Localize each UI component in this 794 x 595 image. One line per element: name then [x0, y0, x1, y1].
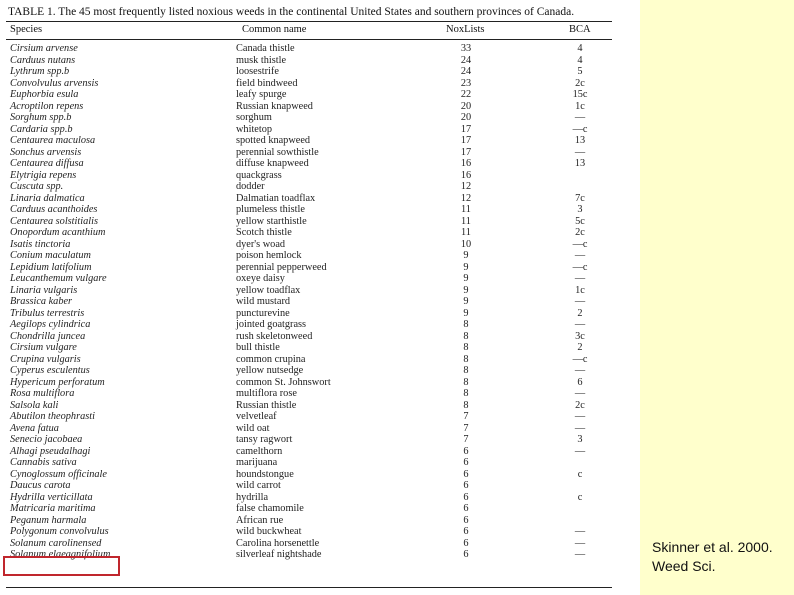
- table-row: [6, 227, 612, 239]
- species-cell: Daucus carota: [10, 480, 71, 491]
- noxlists-cell: 12: [460, 192, 472, 204]
- common-name-cell: dodder: [236, 181, 265, 192]
- table-row: [6, 158, 612, 170]
- noxlists-cell: 17: [460, 146, 472, 158]
- table-row: [6, 354, 612, 366]
- bca-cell: 2c: [575, 77, 585, 89]
- noxlists-cell: 9: [463, 284, 469, 296]
- noxlists-cell: 9: [463, 250, 469, 261]
- species-cell: Conium maculatum: [10, 250, 91, 261]
- common-name-cell: sorghum: [236, 112, 272, 123]
- common-name-cell: perennial pepperweed: [236, 261, 327, 273]
- noxlists-cell: 17: [460, 123, 472, 135]
- common-name-cell: silverleaf nightshade: [236, 549, 322, 560]
- common-name-cell: common crupina: [236, 353, 306, 365]
- table-header: [6, 24, 612, 38]
- noxlists-cell: 6: [463, 457, 469, 468]
- bca-cell: —c: [572, 123, 588, 135]
- bca-cell: 4: [577, 43, 583, 54]
- table-row: [6, 250, 612, 262]
- table-row: [6, 262, 612, 274]
- noxlists-cell: 6: [463, 468, 469, 480]
- species-cell: Sorghum spp.b: [10, 112, 72, 123]
- noxlists-cell: 16: [460, 169, 472, 181]
- common-name-cell: yellow starthistle: [236, 215, 307, 227]
- table-row: [6, 411, 612, 423]
- common-name-cell: marijuana: [236, 457, 278, 468]
- bca-cell: —: [574, 112, 586, 123]
- species-cell: Crupina vulgaris: [10, 353, 81, 365]
- species-cell: Centaurea diffusa: [10, 158, 84, 169]
- noxlists-cell: 9: [463, 261, 469, 273]
- bca-cell: —: [574, 319, 586, 330]
- noxlists-cell: 6: [463, 480, 469, 491]
- noxlists-cell: 6: [463, 537, 469, 549]
- noxlists-cell: 6: [463, 526, 469, 537]
- species-cell: Peganum harmala: [10, 514, 87, 526]
- species-cell: Elytrigia repens: [10, 169, 77, 181]
- table-row: [6, 538, 612, 550]
- bca-cell: 1c: [575, 284, 585, 296]
- species-cell: Rosa multiflora: [10, 388, 75, 399]
- bca-cell: 13: [574, 158, 586, 169]
- common-name-cell: Russian thistle: [236, 399, 297, 411]
- common-name-cell: wild carrot: [236, 480, 281, 491]
- common-name-cell: puncturevine: [236, 307, 290, 319]
- species-cell: Leucanthemum vulgare: [10, 273, 107, 284]
- noxlists-cell: 12: [460, 181, 472, 192]
- noxlists-cell: 17: [460, 135, 472, 146]
- table-row: [6, 365, 612, 377]
- common-name-cell: Dalmatian toadflax: [236, 192, 316, 204]
- table-row: [6, 296, 612, 308]
- bca-cell: —: [574, 296, 586, 307]
- species-cell: Salsola kali: [10, 399, 59, 411]
- noxlists-cell: 7: [463, 411, 469, 422]
- table-body: [6, 43, 612, 561]
- noxlists-cell: 11: [461, 204, 471, 215]
- bca-cell: 13: [574, 135, 586, 146]
- bottom-rule: [6, 587, 612, 588]
- bca-cell: —: [574, 445, 586, 457]
- common-name-cell: leafy spurge: [236, 89, 287, 100]
- bca-cell: c: [577, 491, 583, 503]
- species-cell: Matricaria maritima: [10, 503, 96, 514]
- bca-cell: 2c: [575, 227, 585, 238]
- bca-cell: —: [574, 146, 586, 158]
- noxlists-cell: 8: [463, 376, 469, 388]
- bca-cell: —: [574, 250, 586, 261]
- species-cell: Isatis tinctoria: [10, 238, 71, 250]
- table-row: [6, 457, 612, 469]
- bca-cell: 6: [577, 376, 583, 388]
- species-cell: Avena fatua: [10, 422, 59, 434]
- common-name-cell: jointed goatgrass: [236, 319, 307, 330]
- noxlists-cell: 6: [463, 514, 469, 526]
- bca-cell: 2: [577, 342, 583, 353]
- species-cell: Lythrum spp.b: [10, 66, 70, 77]
- common-name-cell: loosestrife: [236, 66, 279, 77]
- species-cell: Solanum elaeagnifolium: [10, 549, 111, 560]
- noxlists-cell: 33: [460, 43, 472, 54]
- bca-cell: 2: [577, 307, 583, 319]
- noxlists-cell: 8: [463, 365, 469, 376]
- species-cell: Sonchus arvensis: [10, 146, 82, 158]
- bca-cell: —c: [572, 238, 588, 250]
- noxlists-cell: 7: [463, 434, 469, 445]
- common-name-cell: false chamomile: [236, 503, 304, 514]
- noxlists-cell: 8: [463, 399, 469, 411]
- table-row: [6, 308, 612, 320]
- bca-cell: —c: [572, 353, 588, 365]
- species-cell: Cardaria spp.b: [10, 123, 73, 135]
- citation-line-1: Skinner et al. 2000.: [652, 539, 773, 555]
- noxlists-cell: 20: [460, 100, 472, 112]
- bca-cell: 4: [577, 54, 583, 66]
- species-cell: Centaurea maculosa: [10, 135, 96, 146]
- noxlists-cell: 24: [460, 66, 472, 77]
- bca-cell: —c: [572, 261, 588, 273]
- common-name-cell: Canada thistle: [236, 43, 295, 54]
- table-row: [6, 55, 612, 67]
- common-name-cell: perennial sowthistle: [236, 146, 319, 158]
- header-common-name: Common name: [242, 24, 307, 35]
- bca-cell: —: [574, 549, 586, 560]
- bca-cell: 7c: [575, 192, 585, 204]
- table-caption: TABLE 1. The 45 most frequently listed noxious weeds in the continental United States and southern provinces of Canada.: [8, 6, 575, 18]
- bca-cell: 15c: [572, 89, 588, 100]
- noxlists-cell: 6: [463, 549, 469, 560]
- species-cell: Hydrilla verticillata: [10, 491, 93, 503]
- noxlists-cell: 9: [463, 273, 469, 284]
- noxlists-cell: 6: [463, 503, 469, 514]
- common-name-cell: spotted knapweed: [236, 135, 311, 146]
- common-name-cell: Scotch thistle: [236, 227, 292, 238]
- table-row: [6, 388, 612, 400]
- common-name-cell: common St. Johnswort: [236, 376, 331, 388]
- common-name-cell: camelthorn: [236, 445, 283, 457]
- table-row: [6, 216, 612, 228]
- top-rule: [6, 21, 612, 22]
- noxlists-cell: 20: [460, 112, 472, 123]
- bca-cell: 2c: [575, 399, 585, 411]
- highlight-box: [3, 556, 120, 576]
- common-name-cell: field bindweed: [236, 77, 298, 89]
- table-row: [6, 193, 612, 205]
- common-name-cell: velvetleaf: [236, 411, 277, 422]
- common-name-cell: houndstongue: [236, 468, 294, 480]
- species-cell: Convolvulus arvensis: [10, 77, 99, 89]
- species-cell: Onopordum acanthium: [10, 227, 106, 238]
- citation-line-2: Weed Sci.: [652, 558, 716, 574]
- table-row: [6, 446, 612, 458]
- noxlists-cell: 11: [461, 227, 471, 238]
- species-cell: Cirsium arvense: [10, 43, 78, 54]
- table-row: [6, 135, 612, 147]
- table-row: [6, 503, 612, 515]
- noxlists-cell: 16: [460, 158, 472, 169]
- bca-cell: —: [574, 411, 586, 422]
- bca-cell: —: [574, 526, 586, 537]
- species-cell: Cuscuta spp.: [10, 181, 64, 192]
- header-bca: BCA: [569, 24, 591, 35]
- common-name-cell: whitetop: [236, 123, 273, 135]
- bca-cell: 5c: [575, 215, 585, 227]
- noxlists-cell: 22: [460, 89, 472, 100]
- noxlists-cell: 6: [463, 445, 469, 457]
- common-name-cell: wild mustard: [236, 296, 291, 307]
- species-cell: Senecio jacobaea: [10, 434, 83, 445]
- table-row: [6, 515, 612, 527]
- noxlists-cell: 9: [463, 307, 469, 319]
- species-cell: Polygonum convolvulus: [10, 526, 109, 537]
- noxlists-cell: 8: [463, 353, 469, 365]
- common-name-cell: poison hemlock: [236, 250, 302, 261]
- table-row: [6, 526, 612, 538]
- common-name-cell: musk thistle: [236, 54, 287, 66]
- species-cell: Linaria dalmatica: [10, 192, 85, 204]
- bca-cell: c: [577, 468, 583, 480]
- species-cell: Solanum carolinensed: [10, 537, 102, 549]
- table-row: [6, 43, 612, 55]
- bca-cell: —: [574, 273, 586, 284]
- table-row: [6, 285, 612, 297]
- table-row: [6, 331, 612, 343]
- species-cell: Carduus acanthoides: [10, 204, 98, 215]
- noxlists-cell: 10: [460, 238, 472, 250]
- table-row: [6, 89, 612, 101]
- table-row: [6, 66, 612, 78]
- species-cell: Cynoglossum officinale: [10, 468, 107, 480]
- table-row: [6, 170, 612, 182]
- common-name-cell: plumeless thistle: [236, 204, 305, 215]
- species-cell: Cyperus esculentus: [10, 365, 90, 376]
- table-row: [6, 400, 612, 412]
- common-name-cell: hydrilla: [236, 491, 269, 503]
- table-row: [6, 492, 612, 504]
- species-cell: Cannabis sativa: [10, 457, 77, 468]
- table-row: [6, 181, 612, 193]
- species-cell: Cirsium vulgare: [10, 342, 77, 353]
- species-cell: Abutilon theophrasti: [10, 411, 95, 422]
- citation: [652, 538, 773, 576]
- noxlists-cell: 11: [461, 215, 471, 227]
- species-cell: Alhagi pseudalhagi: [10, 445, 91, 457]
- header-noxlists: NoxLists: [446, 24, 485, 35]
- table-row: [6, 434, 612, 446]
- common-name-cell: yellow nutsedge: [236, 365, 304, 376]
- species-cell: Lepidium latifolium: [10, 261, 92, 273]
- noxlists-cell: 23: [460, 77, 472, 89]
- species-cell: Acroptilon repens: [10, 100, 84, 112]
- common-name-cell: Russian knapweed: [236, 100, 313, 112]
- common-name-cell: multiflora rose: [236, 388, 297, 399]
- common-name-cell: wild oat: [236, 422, 270, 434]
- species-cell: Brassica kaber: [10, 296, 73, 307]
- header-rule: [6, 39, 612, 40]
- common-name-cell: wild buckwheat: [236, 526, 302, 537]
- noxlists-cell: 6: [463, 491, 469, 503]
- bca-cell: 1c: [575, 100, 585, 112]
- noxlists-cell: 7: [463, 422, 469, 434]
- common-name-cell: diffuse knapweed: [236, 158, 309, 169]
- common-name-cell: Carolina horsenettle: [236, 537, 320, 549]
- table-row: [6, 377, 612, 389]
- bca-cell: —: [574, 422, 586, 434]
- common-name-cell: yellow toadflax: [236, 284, 301, 296]
- noxlists-cell: 24: [460, 54, 472, 66]
- common-name-cell: African rue: [236, 514, 284, 526]
- noxlists-cell: 8: [463, 330, 469, 342]
- bca-cell: —: [574, 365, 586, 376]
- table-row: [6, 342, 612, 354]
- species-cell: Hypericum perforatum: [10, 376, 105, 388]
- table-row: [6, 239, 612, 251]
- species-cell: Chondrilla juncea: [10, 330, 86, 342]
- common-name-cell: quackgrass: [236, 169, 282, 181]
- species-cell: Centaurea solstitialis: [10, 215, 99, 227]
- table-row: [6, 147, 612, 159]
- table-row: [6, 112, 612, 124]
- bca-cell: 3c: [575, 330, 585, 342]
- bca-cell: —: [574, 388, 586, 399]
- table-row: [6, 319, 612, 331]
- noxlists-cell: 8: [463, 388, 469, 399]
- bca-cell: 3: [577, 434, 583, 445]
- species-cell: Tribulus terrestris: [10, 307, 85, 319]
- bca-cell: 5: [577, 66, 583, 77]
- header-species: Species: [10, 24, 43, 35]
- table-row: [6, 78, 612, 90]
- common-name-cell: bull thistle: [236, 342, 280, 353]
- noxlists-cell: 8: [463, 342, 469, 353]
- noxlists-cell: 8: [463, 319, 469, 330]
- table-row: [6, 480, 612, 492]
- species-cell: Aegilops cylindrica: [10, 319, 91, 330]
- table-row: [6, 101, 612, 113]
- table-row: [6, 469, 612, 481]
- species-cell: Euphorbia esula: [10, 89, 79, 100]
- common-name-cell: oxeye daisy: [236, 273, 285, 284]
- table-row: [6, 204, 612, 216]
- bca-cell: —: [574, 537, 586, 549]
- noxlists-cell: 9: [463, 296, 469, 307]
- species-cell: Carduus nutans: [10, 54, 76, 66]
- common-name-cell: dyer's woad: [236, 238, 286, 250]
- table-row: [6, 423, 612, 435]
- common-name-cell: tansy ragwort: [236, 434, 293, 445]
- bca-cell: 3: [577, 204, 583, 215]
- table-row: [6, 124, 612, 136]
- table-row: [6, 273, 612, 285]
- common-name-cell: rush skeletonweed: [236, 330, 313, 342]
- species-cell: Linaria vulgaris: [10, 284, 78, 296]
